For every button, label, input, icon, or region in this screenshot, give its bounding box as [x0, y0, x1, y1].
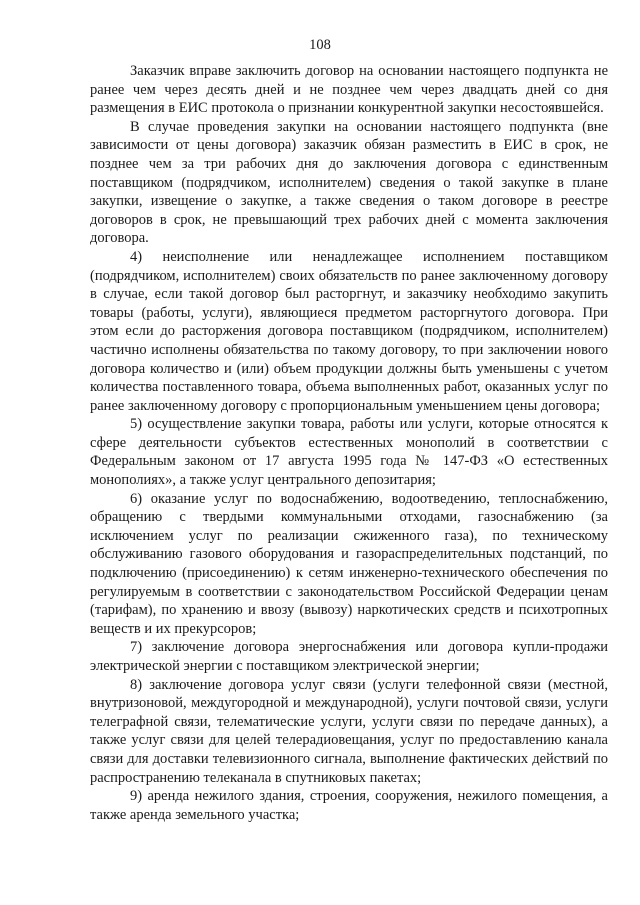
paragraph-item-6: 6) оказание услуг по водоснабжению, водоотведению, теплоснабжению, обращению с твердыми коммунальными отходами, газоснабжению (за исключением услуг по реализации сжиженного газа), по техническому обслуживанию газового оборудования и газораспределительных подстанций, по подключению (присоединению) к сетям инженерно-технического обеспечения по регулируемым в соответствии с законодательством Российской Федерации ценам (тарифам), по хранению и ввозу (вывозу) наркотических средств и психотропных веществ и их прекурсоров;: [90, 490, 608, 637]
paragraph-item-5: 5) осуществление закупки товара, работы или услуги, которые относятся к сфере деятельности субъектов естественных монополий в соответствии с Федеральным законом от 17 августа 1995 года № 147-ФЗ «О естественных монополиях», а также услуг центрального депозитария;: [90, 416, 608, 489]
paragraph-eis-publication: В случае проведения закупки на основании настоящего подпункта (вне зависимости от цены договора) заказчик обязан разместить в ЕИС в срок, не позднее чем за три рабочих дня до заключения договора с единственным поставщиком (подрядчиком, исполнителем) сведения о такой закупке в плане закупки, извещение о закупке, а также сведения о таком договоре в реестре договоров в срок, не превышающий трех рабочих дней с момента заключения договора.: [90, 118, 608, 247]
page-number: 108: [309, 37, 331, 53]
paragraph-item-4: 4) неисполнение или ненадлежащее исполнением поставщиком (подрядчиком, исполнителем) своих обязательств по ранее заключенному договору в случае, если такой договор был расторгнут, и заказчику необходимо закупить товары (работы, услуги), являющиеся предметом расторгнутого договора. При этом если до расторжения договора поставщиком (подрядчиком, исполнителем) частично исполнены обязательства по такому договору, то при заключении нового договора количество и (или) объем продукции должны быть уменьшены с учетом количества поставленного товара, объема выполненных работ, оказанных услуг по ранее заключенному договору с пропорциональным уменьшением цены договора;: [90, 248, 608, 414]
paragraph-contract-deadline: Заказчик вправе заключить договор на основании настоящего подпункта не ранее чем через десять дней и не позднее чем через двадцать дней со дня размещения в ЕИС протокола о признании конкурентной закупки несостоявшейся.: [90, 63, 608, 117]
paragraph-item-7: 7) заключение договора энергоснабжения или договора купли-продажи электрической энергии с поставщиком электрической энергии;: [90, 639, 608, 674]
paragraph-item-8: 8) заключение договора услуг связи (услуги телефонной связи (местной, внутризоновой, междугородной и международной), услуги почтовой связи, услуги телеграфной связи, телематические услуги, услуги связи по передаче данных), а также услуг связи для целей телерадиовещания, услуг по предоставлению канала связи для доставки телевизионного сигнала, выполнение фактических действий по распространению телеканала в спутниковых пакетах;: [90, 676, 608, 786]
document-body: [90, 62, 608, 824]
paragraph-item-9: 9) аренда нежилого здания, строения, сооружения, нежилого помещения, а также аренда земельного участка;: [90, 788, 608, 823]
